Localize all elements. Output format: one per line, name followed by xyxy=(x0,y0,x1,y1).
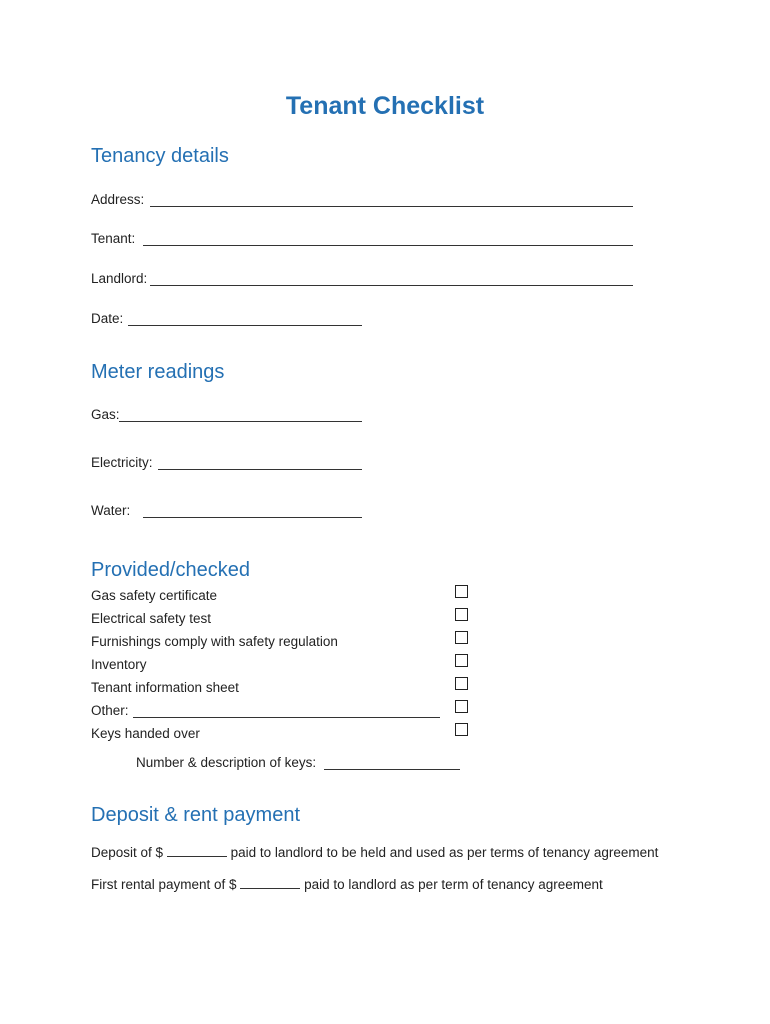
tenant-label: Tenant: xyxy=(91,231,136,246)
electricity-label: Electricity: xyxy=(91,455,153,470)
checklist-item-gas-safety: Gas safety certificate xyxy=(91,588,218,603)
rent-suffix: paid to landlord as per term of tenancy agreement xyxy=(304,877,603,892)
landlord-label: Landlord: xyxy=(91,271,148,286)
rent-amount-field[interactable] xyxy=(240,875,300,889)
checklist-item-furnishings: Furnishings comply with safety regulation xyxy=(91,634,338,649)
deposit-suffix: paid to landlord to be held and used as per terms of tenancy agreement xyxy=(230,845,659,860)
meter-readings-heading: Meter readings xyxy=(91,361,225,383)
electricity-field[interactable] xyxy=(158,469,362,470)
deposit-prefix: Deposit of $ xyxy=(91,845,164,860)
keys-description-field[interactable] xyxy=(324,769,460,770)
landlord-field[interactable] xyxy=(150,285,633,286)
checklist-item-tenant-info: Tenant information sheet xyxy=(91,680,239,695)
checkbox-inventory[interactable] xyxy=(455,654,468,667)
deposit-line xyxy=(91,843,658,860)
deposit-rent-heading: Deposit & rent payment xyxy=(91,804,300,826)
date-field[interactable] xyxy=(128,325,362,326)
gas-field[interactable] xyxy=(119,421,362,422)
gas-label: Gas: xyxy=(91,407,120,422)
checkbox-electrical-safety[interactable] xyxy=(455,608,468,621)
date-label: Date: xyxy=(91,311,124,326)
keys-description-label: Number & description of keys: xyxy=(136,755,317,770)
checklist-item-inventory: Inventory xyxy=(91,657,147,672)
checkbox-gas-safety[interactable] xyxy=(455,585,468,598)
checkbox-keys[interactable] xyxy=(455,723,468,736)
checkbox-furnishings[interactable] xyxy=(455,631,468,644)
tenancy-details-heading: Tenancy details xyxy=(91,145,229,167)
rent-prefix: First rental payment of $ xyxy=(91,877,237,892)
checkbox-other[interactable] xyxy=(455,700,468,713)
deposit-amount-field[interactable] xyxy=(167,843,227,857)
address-field[interactable] xyxy=(150,206,633,207)
tenant-field[interactable] xyxy=(143,245,633,246)
checkbox-tenant-info[interactable] xyxy=(455,677,468,690)
water-field[interactable] xyxy=(143,517,362,518)
checklist-item-other: Other: xyxy=(91,703,129,718)
other-field[interactable] xyxy=(133,717,440,718)
checklist-item-electrical-safety: Electrical safety test xyxy=(91,611,212,626)
checklist-item-keys: Keys handed over xyxy=(91,726,200,741)
document-title: Tenant Checklist xyxy=(285,92,485,120)
address-label: Address: xyxy=(91,192,145,207)
rent-line xyxy=(91,875,603,892)
water-label: Water: xyxy=(91,503,131,518)
provided-checked-heading: Provided/checked xyxy=(91,559,250,581)
